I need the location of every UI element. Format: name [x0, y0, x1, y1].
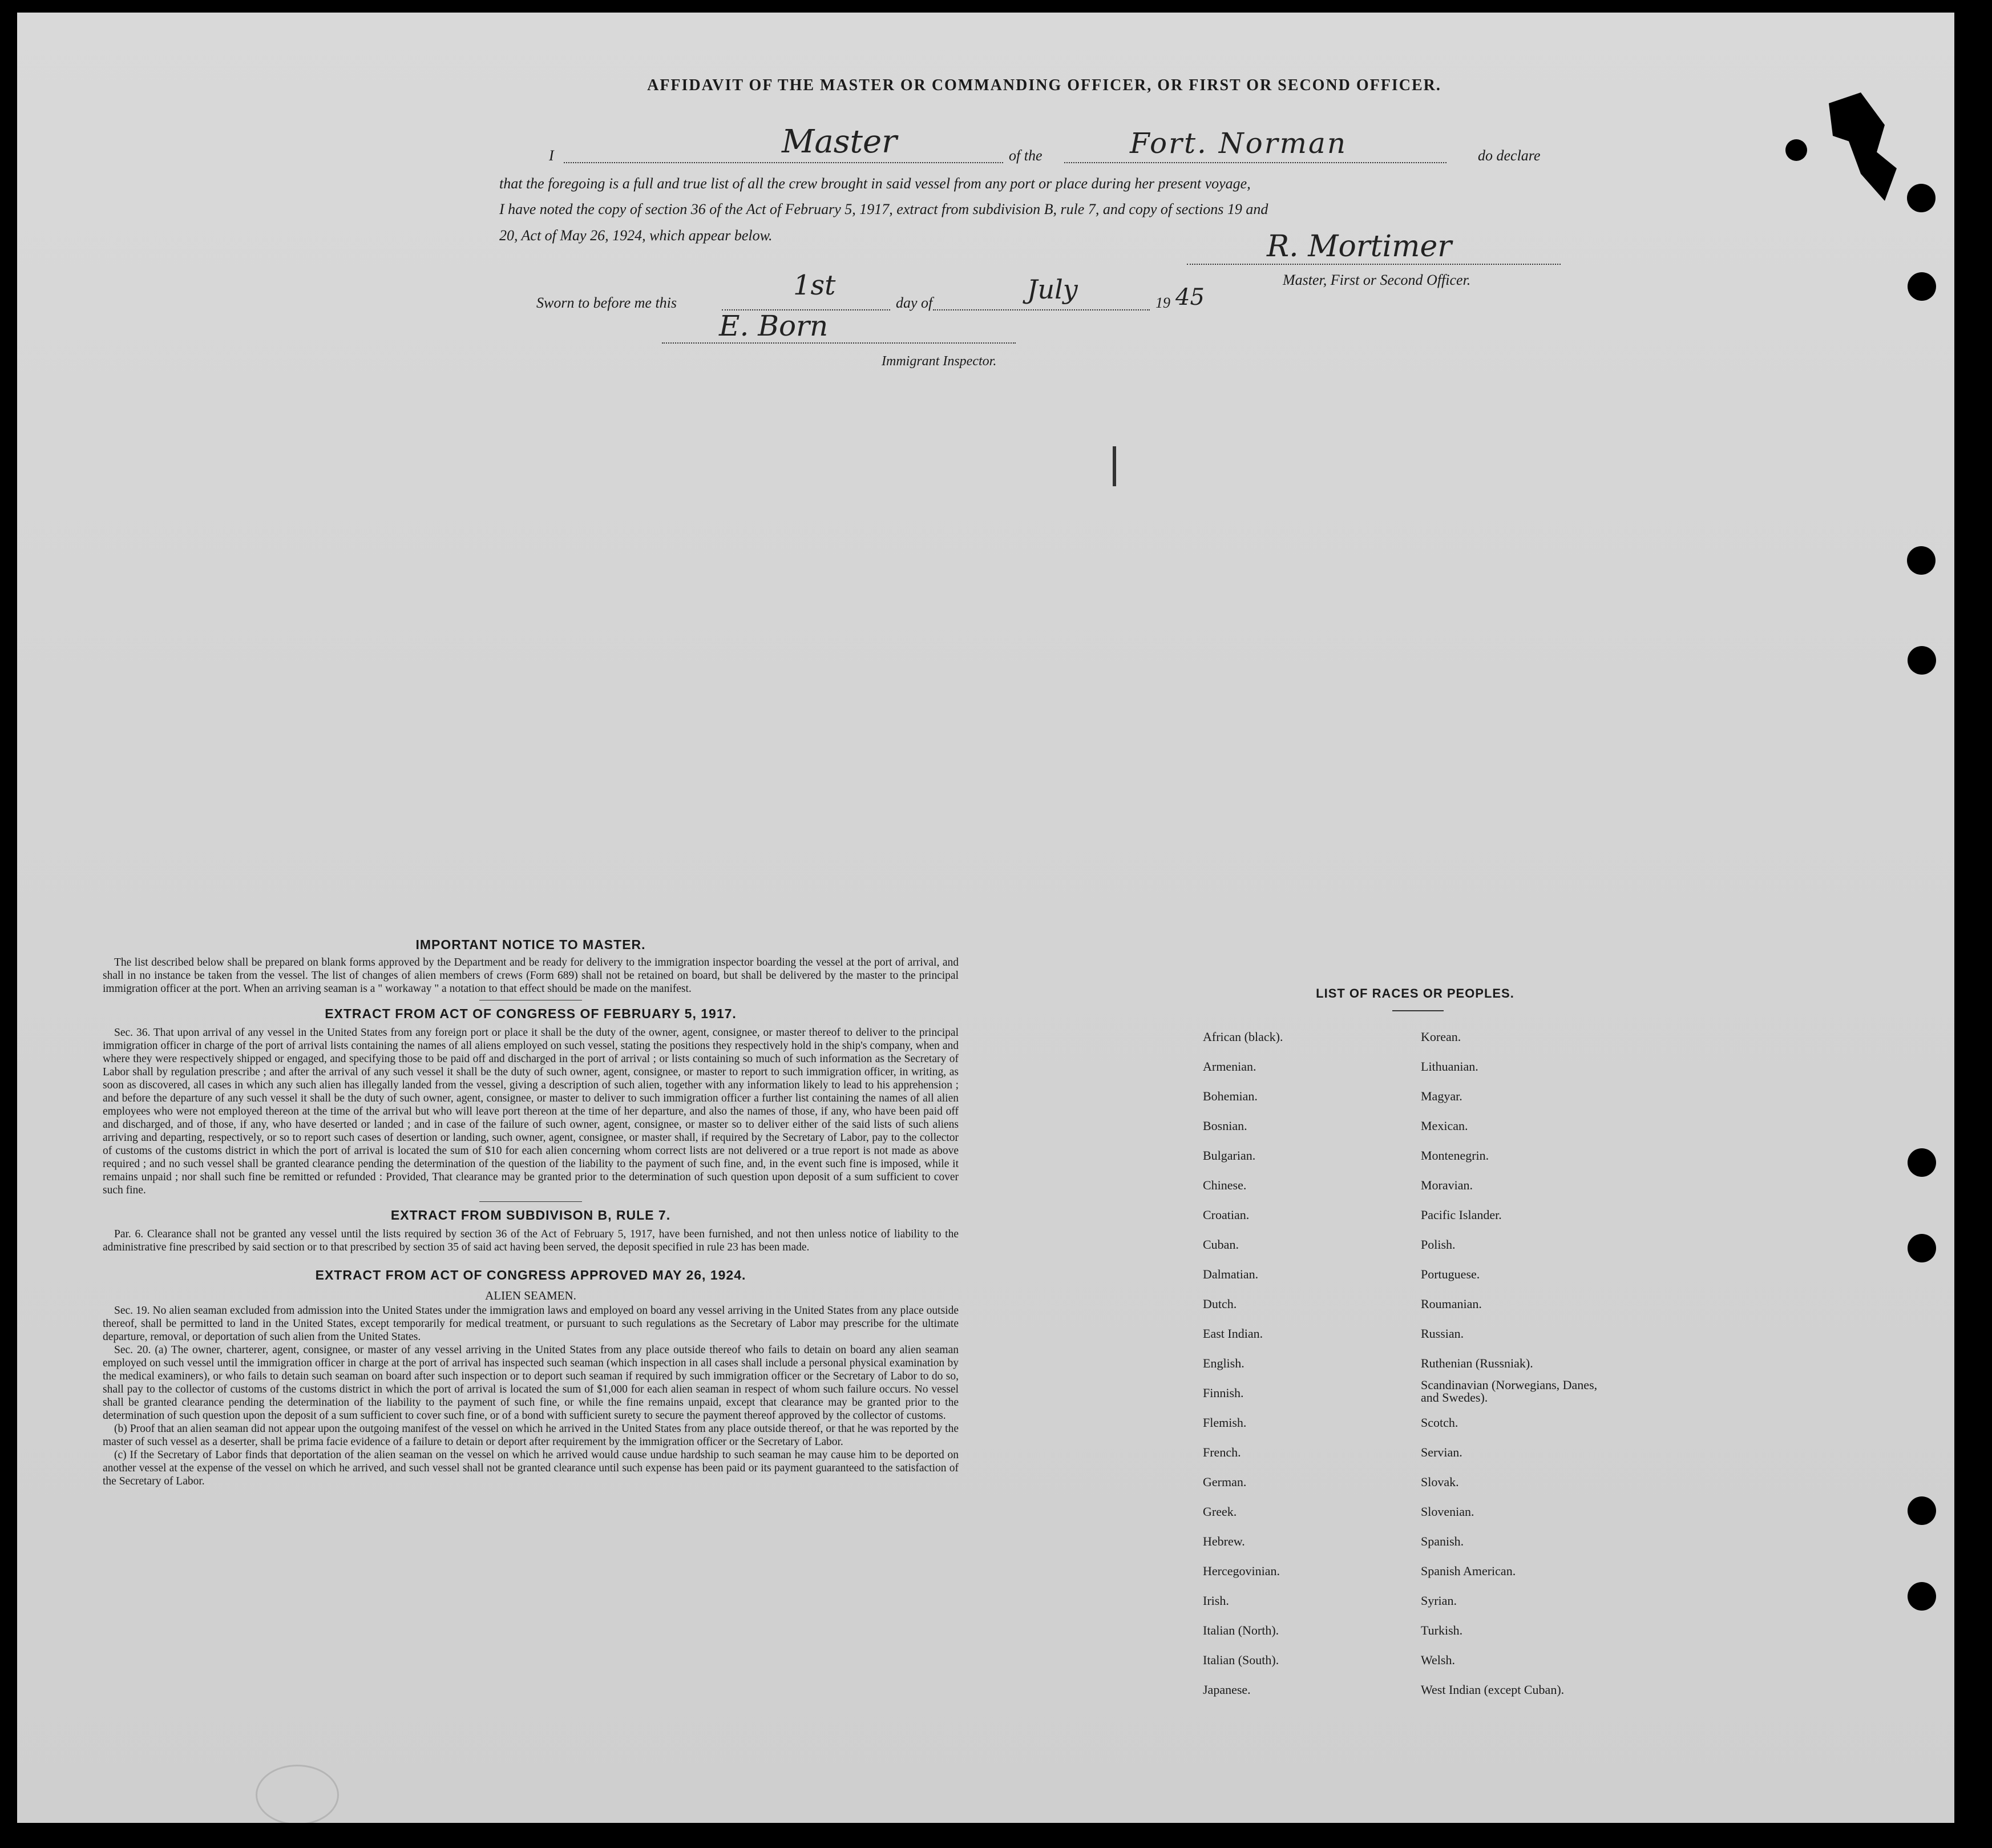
race-item: Roumanian. — [1421, 1297, 1482, 1311]
race-item: Irish. — [1203, 1593, 1229, 1608]
race-item: Welsh. — [1421, 1653, 1455, 1667]
affidavit-line-3: I have noted the copy of section 36 of the Act of February 5, 1917, extract from subdivision B, rule 7, and copy of sections 19 and — [499, 201, 1268, 217]
race-item: Lithuanian. — [1421, 1059, 1478, 1074]
race-item: Russian. — [1421, 1326, 1464, 1341]
year-prefix: 19 — [1155, 294, 1170, 311]
punch-hole — [1908, 1148, 1936, 1177]
year-suffix-handwritten: 45 — [1175, 284, 1205, 310]
torn-corner — [1829, 92, 1909, 201]
race-item: Hercegovinian. — [1203, 1564, 1280, 1578]
inspector-label: Immigrant Inspector. — [882, 354, 997, 369]
race-item: Servian. — [1421, 1445, 1462, 1459]
race-item: Italian (South). — [1203, 1653, 1279, 1667]
sworn-day-handwritten: 1st — [793, 269, 836, 301]
ink-mark — [1113, 446, 1116, 486]
race-item: Dalmatian. — [1203, 1267, 1259, 1281]
extract-1917-title: EXTRACT FROM ACT OF CONGRESS OF FEBRUARY 5, 1917. — [325, 1006, 737, 1021]
inspector-signature: E. Born — [719, 309, 829, 342]
race-item: Hebrew. — [1203, 1534, 1245, 1548]
punch-hole — [1907, 184, 1936, 212]
extract-1924-subtitle: ALIEN SEAMEN. — [485, 1289, 576, 1302]
faint-stamp — [256, 1765, 339, 1823]
race-item: Finnish. — [1203, 1386, 1244, 1400]
race-item: Chinese. — [1203, 1178, 1247, 1192]
extract-1924-sec19: Sec. 19. No alien seaman excluded from admission into the United States under the immigration laws and employed on board any vessel arriving in the United States from any place outside thereof, shall be permitted to land in the United States, except temporarily for medical treatment, or pursuant to such regulations as the Secretary of Labor may prescribe for the ultimate departure, removal, or deportation of such alien from the United States. — [103, 1305, 959, 1343]
race-item: Bohemian. — [1203, 1089, 1258, 1103]
affidavit-line-4: 20, Act of May 26, 1924, which appear below. — [499, 227, 773, 244]
race-item: Italian (North). — [1203, 1623, 1279, 1637]
master-signature: R. Mortimer — [1267, 229, 1452, 264]
day-of-label: day of — [896, 294, 933, 311]
race-item: Scandinavian (Norwegians, Danes, and Swedes). — [1421, 1378, 1598, 1405]
race-item: West Indian (except Cuban). — [1421, 1682, 1565, 1697]
punch-hole — [1785, 139, 1807, 161]
race-item: Spanish. — [1421, 1534, 1464, 1548]
races-title-rule — [1392, 1010, 1444, 1011]
punch-hole — [1908, 272, 1936, 301]
affidavit-i-label: I — [549, 147, 554, 164]
race-item: Polish. — [1421, 1237, 1456, 1252]
affidavit-line-2: that the foregoing is a full and true list of all the crew brought in said vessel from any port or place during her present voyage, — [499, 175, 1251, 192]
race-item: Spanish American. — [1421, 1564, 1516, 1578]
extract-rule7-text: Par. 6. Clearance shall not be granted any vessel until the lists required by section 36 of the Act of February 5, 1917, have been furnished, and not then unless notice of liability to the administrative fine prescribed by said section or to that prescribed by section 35 of said act having been served, the deposit specified in rule 23 has been made. — [103, 1228, 959, 1253]
extract-rule7-title: EXTRACT FROM SUBDIVISON B, RULE 7. — [390, 1208, 671, 1222]
race-item: Japanese. — [1203, 1682, 1251, 1697]
race-item: Korean. — [1421, 1030, 1461, 1044]
race-item: Slovak. — [1421, 1475, 1459, 1489]
race-item: Pacific Islander. — [1421, 1208, 1502, 1222]
race-item: Syrian. — [1421, 1593, 1457, 1608]
race-item: Scotch. — [1421, 1415, 1458, 1430]
vessel-name-line — [1064, 162, 1446, 163]
extract-1924-title: EXTRACT FROM ACT OF CONGRESS APPROVED MAY 26, 1924. — [315, 1268, 746, 1282]
extract-1917-text: Sec. 36. That upon arrival of any vessel in the United States from any foreign port or place it shall be the duty of the owner, agent, consignee, or master thereof to deliver to the principal immigration officer in charge of the port of arrival lists containing the names of all aliens employed on such vessel, stating the positions they respectively hold in the ship's company, when and where they were respectively shipped or engaged, and specifying those to be paid off and discharged in the port of arrival ; or lists containing so much of such information as the Secretary of Labor shall by regulation prescribe ; and after the arrival of any such vessel it shall be the duty of such owner, agent, consignee, or master to report to such immigration officer, in writing, as soon as discovered, all cases in which any such alien has illegally landed from the vessel, giving a description of such alien, together with any information likely to lead to his apprehension ; and before the departure of any such vessel it shall be the duty of such owner, agent, consignee, or master to deliver to such immigration officer a further list containing the names of all alien employees who were not employed thereon at the time of the arrival but who will leave port thereon at the time of her departure, and also the names of those, if any, who have been paid off and discharged, and of those, if any, who have deserted or landed ; and in case of the failure of such owner, agent, consignee, or master so to deliver either of the said lists of such aliens arriving and departing, respectively, or so to report such cases of desertion or landing, such owner, agent, consignee, or master shall, if required by the Secretary of Labor, pay to the collector of customs of the customs district in which the port of arrival is located the sum of $10 for each alien concerning whom correct lists are not delivered or a true report is not made as above required ; and no such vessel shall be granted clearance pending the determination of the question of the liability to the payment of such fine, and, in the event such fine is imposed, while it remains unpaid ; nor shall such fine be remitted or refunded : Provided, That clearance may be granted prior to the determination of such question upon deposit of a sum sufficient to cover such fine. — [103, 1027, 959, 1196]
race-item: East Indian. — [1203, 1326, 1263, 1341]
sworn-month-handwritten: July — [1027, 274, 1078, 305]
race-item: English. — [1203, 1356, 1245, 1370]
race-item: Flemish. — [1203, 1415, 1247, 1430]
race-item: Moravian. — [1421, 1178, 1473, 1192]
race-item: Armenian. — [1203, 1059, 1256, 1074]
race-item: Mexican. — [1421, 1119, 1468, 1133]
sworn-label: Sworn to before me this — [536, 294, 677, 311]
race-item: Bulgarian. — [1203, 1148, 1256, 1163]
race-item: Turkish. — [1421, 1623, 1463, 1637]
race-item: Bosnian. — [1203, 1119, 1247, 1133]
document-page — [17, 13, 1954, 1823]
race-item: Cuban. — [1203, 1237, 1239, 1252]
race-item: Magyar. — [1421, 1089, 1462, 1103]
affidavit-title: AFFIDAVIT OF THE MASTER OR COMMANDING OFFICER, OR FIRST OR SECOND OFFICER. — [647, 76, 1441, 94]
sworn-month-line — [933, 309, 1150, 310]
race-item: Portuguese. — [1421, 1267, 1480, 1281]
master-signature-label: Master, First or Second Officer. — [1283, 272, 1471, 288]
race-item: German. — [1203, 1475, 1247, 1489]
punch-hole — [1907, 546, 1936, 575]
punch-hole — [1908, 1582, 1936, 1611]
extract-1924-sec20a: Sec. 20. (a) The owner, charterer, agent, consignee, or master of any vessel arriving in the United States from any place outside thereof who fails to detain on board any alien seaman employed on such vessel until the immigration officer in charge at the port of arrival has inspected such seaman (which inspection in all cases shall include a personal physical examination by the medical examiners), or who fails to detain such seaman on board after such inspection or to deport such seaman if required by such immigration officer or the Secretary of Labor to do so, shall pay to the collector of customs of the customs district in which the port of arrival is located the sum of $1,000 for each alien seaman in respect of whom such failure occurs. No vessel shall be granted clearance pending the determination of the liability to the payment of such fine, or while the fine remains unpaid, except that clearance may be granted prior to the determination of such question upon the deposit of a sum sufficient to cover such fine, or of a bond with sufficient surety to secure the payment thereof approved by the collector of customs. — [103, 1344, 959, 1422]
race-item: Croatian. — [1203, 1208, 1250, 1222]
race-item: Slovenian. — [1421, 1504, 1474, 1519]
notice-title: IMPORTANT NOTICE TO MASTER. — [415, 937, 646, 952]
notice-text: The list described below shall be prepared on blank forms approved by the Department and be ready for delivery to the immigration inspector boarding the vessel at the port of arrival, and shall in no instance be taken from the vessel. The list of changes of alien members of crews (Form 689) shall not be retained on board, but shall be delivered by the master to the principal immigration officer at the port. When an arriving seaman is a " workaway " a notation to that effect should be made on the manifest. — [103, 957, 959, 995]
of-the-label: of the — [1009, 147, 1043, 164]
punch-hole — [1908, 646, 1936, 675]
race-item: Greek. — [1203, 1504, 1237, 1519]
divider — [479, 1201, 582, 1202]
race-item: Ruthenian (Russniak). — [1421, 1356, 1533, 1370]
extract-1924-sec20c: (c) If the Secretary of Labor finds that deportation of the alien seaman on the vessel on which he arrived would cause undue hardship to such seaman he may cause him to be deported on another vessel at the expense of the vessel on which he arrived, and such vessel shall not be granted clearance until such expense has been paid or its payment guaranteed to the satisfaction of the Secretary of Labor. — [103, 1449, 959, 1487]
punch-hole — [1908, 1496, 1936, 1525]
officer-rank-handwritten: Master — [782, 123, 897, 160]
master-signature-line — [1187, 264, 1561, 265]
officer-rank-line — [564, 162, 1003, 163]
extract-1924-sec20b: (b) Proof that an alien seaman did not appear upon the outgoing manifest of the vessel on which he arrived in the United States from any place outside thereof, or that he was reported by the master of such vessel as a deserter, shall be prima facie evidence of a failure to detain or deport after requirement by the immigration officer or the Secretary of Labor. — [103, 1423, 959, 1448]
inspector-signature-line — [662, 342, 1016, 344]
race-item: African (black). — [1203, 1030, 1283, 1044]
vessel-name-handwritten: Fort. Norman — [1130, 127, 1348, 160]
punch-hole — [1908, 1234, 1936, 1262]
race-item: Dutch. — [1203, 1297, 1237, 1311]
notices-column — [103, 937, 959, 1488]
races-title: LIST OF RACES OR PEOPLES. — [1316, 986, 1514, 1000]
race-item: French. — [1203, 1445, 1241, 1459]
race-item: Montenegrin. — [1421, 1148, 1489, 1163]
do-declare-label: do declare — [1478, 147, 1541, 164]
